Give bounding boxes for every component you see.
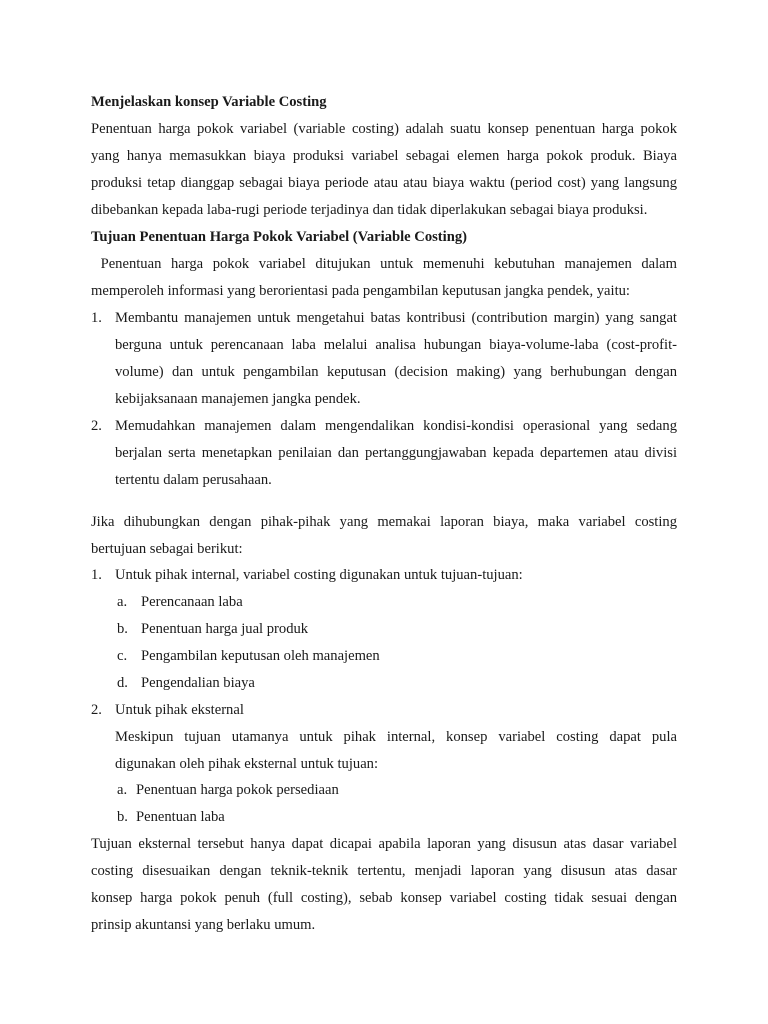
paragraph-line: konsep harga pokok penuh (full costing), sebab konsep variabel costing tidak sesuai dengan <box>91 890 677 906</box>
sublist-marker: d. <box>117 675 128 691</box>
list-item-line: Memudahkan manajemen dalam mengendalikan kondisi-kondisi operasional yang sedang <box>115 418 677 434</box>
list-item-line: berguna untuk perencanaan laba melalui analisa hubungan biaya-volume-laba (cost-profit- <box>115 337 677 353</box>
list-marker: 2. <box>91 702 102 718</box>
list-item-line: berjalan serta menetapkan penilaian dan pertanggungjawaban kepada departemen atau divisi <box>115 445 677 461</box>
sublist-item: Penentuan laba <box>136 809 225 825</box>
list-item-line: Membantu manajemen untuk mengetahui batas kontribusi (contribution margin) yang sangat <box>115 310 677 326</box>
list-item-internal: Untuk pihak internal, variabel costing digunakan untuk tujuan-tujuan: <box>115 567 523 583</box>
sublist-marker: a. <box>117 594 128 610</box>
sublist-item: Pengendalian biaya <box>141 675 255 691</box>
section-heading-tujuan: Tujuan Penentuan Harga Pokok Variabel (Variable Costing) <box>91 229 467 245</box>
list-item-line: volume) dan untuk pengambilan keputusan (decision making) yang berhubungan dengan <box>115 364 677 380</box>
sublist-item: Penentuan harga jual produk <box>141 621 309 637</box>
paragraph-line: Jika dihubungkan dengan pihak-pihak yang memakai laporan biaya, maka variabel costing <box>91 514 677 530</box>
list-item-line: digunakan oleh pihak eksternal untuk tujuan: <box>115 756 379 772</box>
list-item-line: kebijaksanaan manajemen jangka pendek. <box>115 391 361 407</box>
sublist-item: Penentuan harga pokok persediaan <box>136 782 339 798</box>
paragraph-line: costing disesuaikan dengan teknik-teknik tertentu, menjadi laporan yang disusun atas dasar <box>91 863 677 879</box>
list-item-line: tertentu dalam perusahaan. <box>115 472 272 488</box>
list-marker: 2. <box>91 418 102 434</box>
paragraph-line: Tujuan eksternal tersebut hanya dapat dicapai apabila laporan yang disusun atas dasar variabel <box>91 836 677 852</box>
sublist-marker: b. <box>117 809 128 825</box>
sublist-marker: a. <box>117 782 128 798</box>
paragraph-line: yang hanya memasukkan biaya produksi variabel sebagai elemen harga pokok produk. Biaya <box>91 148 677 164</box>
sublist-item: Perencanaan laba <box>141 594 243 610</box>
paragraph-line: prinsip akuntansi yang berlaku umum. <box>91 917 316 933</box>
paragraph-line: Penentuan harga pokok variabel (variable costing) adalah suatu konsep penentuan harga pokok <box>91 121 677 137</box>
list-marker: 1. <box>91 310 102 326</box>
list-item-line: Meskipun tujuan utamanya untuk pihak internal, konsep variabel costing dapat pula <box>115 729 677 745</box>
paragraph-line: memperoleh informasi yang berorientasi pada pengambilan keputusan jangka pendek, yaitu: <box>91 283 630 299</box>
sublist-marker: b. <box>117 621 128 637</box>
sublist-marker: c. <box>117 648 128 664</box>
paragraph-line: produksi tetap dianggap sebagai biaya periode atau atau biaya waktu (period cost) yang langsung <box>91 175 677 191</box>
paragraph-line: dibebankan kepada laba-rugi periode terjadinya dan tidak diperlakukan sebagai biaya produksi. <box>91 202 648 218</box>
list-item-external: Untuk pihak eksternal <box>115 702 244 718</box>
paragraph-line: Penentuan harga pokok variabel ditujukan untuk memenuhi kebutuhan manajemen dalam <box>91 256 677 272</box>
list-marker: 1. <box>91 567 102 583</box>
section-heading-variable-costing: Menjelaskan konsep Variable Costing <box>91 94 327 110</box>
sublist-item: Pengambilan keputusan oleh manajemen <box>141 648 380 664</box>
paragraph-line: bertujuan sebagai berikut: <box>91 541 243 557</box>
